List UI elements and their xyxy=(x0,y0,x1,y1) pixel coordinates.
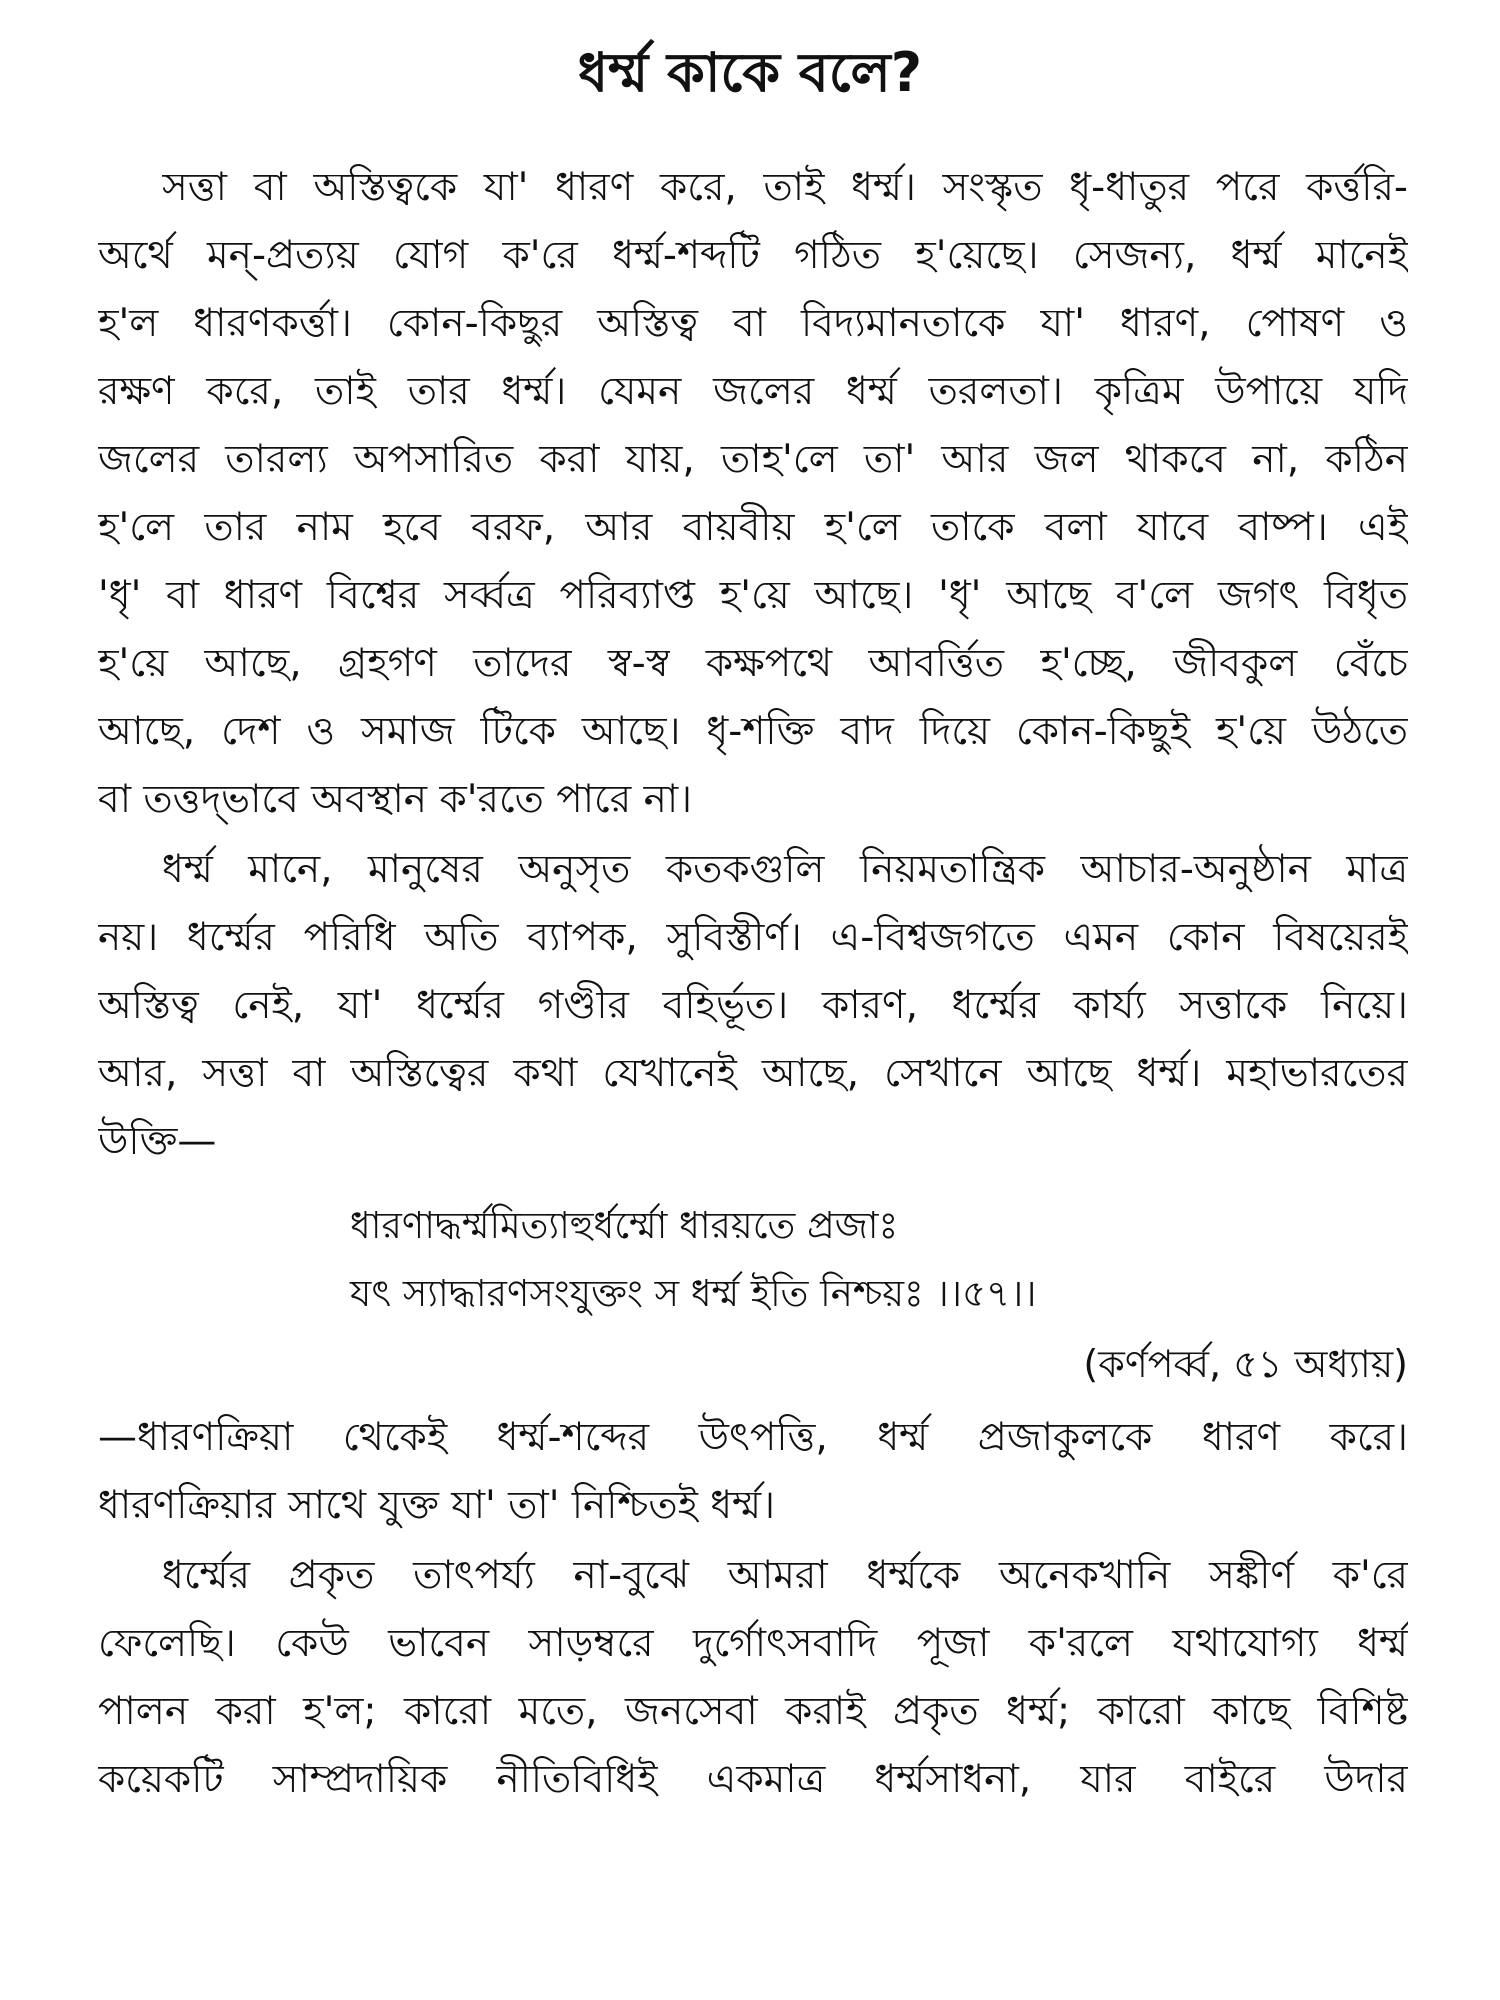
paragraph-4-line: কয়েকটি সাম্প্রদায়িক নীতিবিধিই একমাত্র ধর্ম্মসাধনা, যার বাইরে উদার xyxy=(98,1757,1408,1802)
paragraph-4-line: পালন করা হ'ল; কারো মতে, জনসেবা করাই প্রকৃত ধর্ম্ম; কারো কাছে বিশিষ্ট xyxy=(98,1689,1408,1734)
verse-line: ধারণাদ্ধর্ম্মমিত্যাহুর্ধর্ম্মো ধারয়তে প্রজাঃ xyxy=(350,1204,899,1247)
verse-source: (কর্ণপর্ব্ব, ৫১ অধ্যায়) xyxy=(1083,1342,1408,1386)
paragraph-4-line: ধর্ম্মের প্রকৃত তাৎপর্য্য না-বুঝে আমরা ধর্ম্মকে অনেকখানি সঙ্কীর্ণ ক'রে xyxy=(162,1553,1408,1598)
paragraph-3-line: ধারণক্রিয়ার সাথে যুক্ত যা' তা' নিশ্চিতই ধর্ম্ম। xyxy=(98,1483,776,1528)
paragraph-2-line: অস্তিত্ব নেই, যা' ধর্ম্মের গণ্ডীর বহির্ভূত। কারণ, ধর্ম্মের কার্য্য সত্তাকে নিয়ে। xyxy=(98,983,1408,1028)
paragraph-1-line: রক্ষণ করে, তাই তার ধর্ম্ম। যেমন জলের ধর্ম্ম তরলতা। কৃত্রিম উপায়ে যদি xyxy=(98,369,1408,414)
paragraph-1-line: বা তত্তদ্‌ভাবে অবস্থান ক'রতে পারে না। xyxy=(98,777,693,822)
paragraph-1-line: অর্থে মন্‌-প্রত্যয় যোগ ক'রে ধর্ম্ম-শব্দটি গঠিত হ'য়েছে। সেজন্য, ধর্ম্ম মানেই xyxy=(98,233,1408,278)
paragraph-2-line: নয়। ধর্ম্মের পরিধি অতি ব্যাপক, সুবিস্তীর্ণ। এ-বিশ্বজগতে এমন কোন বিষয়েরই xyxy=(98,915,1408,960)
paragraph-2-line: ধর্ম্ম মানে, মানুষের অনুসৃত কতকগুলি নিয়মতান্ত্রিক আচার-অনুষ্ঠান মাত্র xyxy=(162,847,1408,892)
paragraph-2-line: উক্তি— xyxy=(98,1119,217,1164)
paragraph-1-line: আছে, দেশ ও সমাজ টিকে আছে। ধৃ-শক্তি বাদ দিয়ে কোন-কিছুই হ'য়ে উঠতে xyxy=(98,709,1408,754)
paragraph-1-line: হ'ল ধারণকর্ত্তা। কোন-কিছুর অস্তিত্ব বা বিদ্যমানতাকে যা' ধারণ, পোষণ ও xyxy=(98,301,1408,346)
paragraph-1-line: জলের তারল্য অপসারিত করা যায়, তাহ'লে তা' আর জল থাকবে না, কঠিন xyxy=(98,437,1408,482)
paragraph-2-line: আর, সত্তা বা অস্তিত্বের কথা যেখানেই আছে, সেখানে আছে ধর্ম্ম। মহাভারতের xyxy=(98,1051,1408,1096)
paragraph-1-line: 'ধৃ' বা ধারণ বিশ্বের সর্ব্বত্র পরিব্যাপ্ত হ'য়ে আছে। 'ধৃ' আছে ব'লে জগৎ বিধৃত xyxy=(98,573,1408,618)
paragraph-1-line: হ'য়ে আছে, গ্রহগণ তাদের স্ব-স্ব কক্ষপথে আবর্ত্তিত হ'চ্ছে, জীবকুল বেঁচে xyxy=(98,641,1408,686)
paragraph-3-line: —ধারণক্রিয়া থেকেই ধর্ম্ম-শব্দের উৎপত্তি, ধর্ম্ম প্রজাকুলকে ধারণ করে। xyxy=(98,1415,1408,1460)
paragraph-1-line: হ'লে তার নাম হবে বরফ, আর বায়বীয় হ'লে তাকে বলা যাবে বাষ্প। এই xyxy=(98,505,1408,550)
paragraph-4-line: ফেলেছি। কেউ ভাবেন সাড়ম্বরে দুর্গোৎসবাদি পূজা ক'রলে যথাযোগ্য ধর্ম্ম xyxy=(98,1621,1408,1666)
verse-line: যৎ স্যাদ্ধারণসংযুক্তং স ধর্ম্ম ইতি নিশ্চয়ঃ ।।৫৭।। xyxy=(350,1272,1037,1315)
paragraph-1-line: সত্তা বা অস্তিত্বকে যা' ধারণ করে, তাই ধর্ম্ম। সংস্কৃত ধৃ-ধাতুর পরে কর্ত্তরি- xyxy=(162,165,1408,210)
page-title: ধর্ম্ম কাকে বলে? xyxy=(577,41,923,104)
